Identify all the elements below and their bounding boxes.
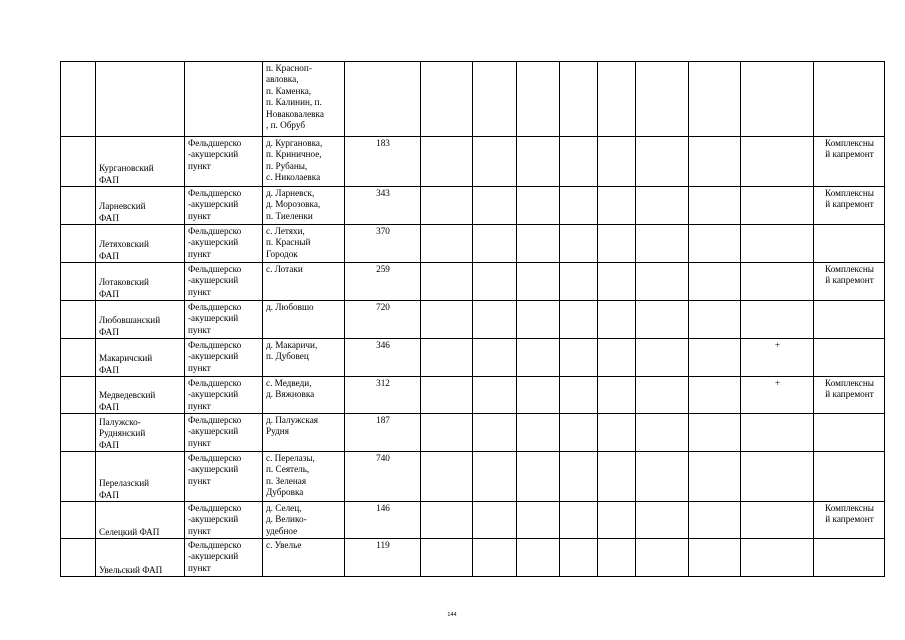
empty-cell	[517, 539, 560, 577]
population-cell	[345, 414, 421, 452]
empty-cell	[636, 377, 689, 414]
empty-cell	[560, 452, 598, 502]
table-row	[61, 377, 885, 414]
table-row	[61, 502, 885, 539]
empty-cell	[421, 137, 473, 187]
population-cell-text: 119	[376, 540, 390, 550]
empty-cell	[473, 187, 517, 225]
empty-cell	[473, 539, 517, 577]
settlements-cell-text: с. Увелье	[266, 540, 302, 550]
empty-cell	[61, 414, 96, 452]
empty-cell	[560, 62, 598, 137]
mark-cell	[741, 452, 814, 502]
facility-type-cell	[185, 225, 263, 263]
settlements-cell	[263, 263, 345, 301]
population-cell	[345, 339, 421, 377]
facility-type-cell	[185, 452, 263, 502]
facility-type-cell	[185, 377, 263, 414]
empty-cell	[421, 62, 473, 137]
empty-cell	[421, 301, 473, 339]
settlements-cell	[263, 301, 345, 339]
facility-type-cell	[185, 502, 263, 539]
empty-cell	[473, 301, 517, 339]
settlements-cell	[263, 452, 345, 502]
mark-cell-text: +	[774, 340, 781, 350]
empty-cell	[636, 502, 689, 539]
table-row	[61, 263, 885, 301]
empty-cell	[421, 502, 473, 539]
empty-cell	[473, 502, 517, 539]
facility-name-cell	[96, 301, 185, 339]
empty-cell	[689, 62, 741, 137]
repair-type-cell	[814, 414, 885, 452]
settlements-cell-text: д. Селец, д. Велико- удебное	[266, 503, 307, 536]
repair-type-cell	[814, 452, 885, 502]
facility-name-cell-text: Палужско- Руднянский ФАП	[99, 416, 146, 450]
mark-cell	[741, 502, 814, 539]
facility-type-cell-text: Фельдшерско -акушерский пункт	[188, 188, 242, 221]
table-row	[61, 301, 885, 339]
facility-name-cell-text: Медведевский ФАП	[99, 390, 156, 412]
settlements-cell	[263, 225, 345, 263]
empty-cell	[636, 137, 689, 187]
mark-cell	[741, 62, 814, 137]
settlements-cell-text: с. Медведи, д. Вяжновка	[266, 378, 315, 400]
mark-cell	[741, 339, 814, 377]
settlements-cell-text: с. Летяхи, п. Красный Городок	[266, 226, 311, 259]
empty-cell	[517, 225, 560, 263]
population-cell	[345, 187, 421, 225]
repair-type-cell	[814, 377, 885, 414]
settlements-cell	[263, 502, 345, 539]
repair-type-cell-text: Комплексны й капремонт	[825, 264, 874, 286]
population-cell-text: 346	[376, 340, 390, 350]
page-number: 144	[447, 612, 457, 618]
settlements-cell-text: д. Кургановка, п. Криничное, п. Рубаны, с. Николаевка	[266, 138, 323, 183]
empty-cell	[517, 502, 560, 539]
settlements-cell-text: д. Палужская Рудня	[266, 415, 319, 437]
empty-cell	[636, 62, 689, 137]
facility-name-cell	[96, 137, 185, 187]
facility-type-cell	[185, 62, 263, 137]
empty-cell	[421, 539, 473, 577]
empty-cell	[560, 137, 598, 187]
empty-cell	[598, 301, 636, 339]
mark-cell	[741, 377, 814, 414]
mark-cell	[741, 225, 814, 263]
table-row	[61, 539, 885, 577]
facility-name-cell	[96, 502, 185, 539]
mark-cell	[741, 137, 814, 187]
mark-cell	[741, 263, 814, 301]
population-cell-text: 259	[376, 264, 390, 274]
empty-cell	[517, 452, 560, 502]
empty-cell	[473, 62, 517, 137]
empty-cell	[421, 339, 473, 377]
empty-cell	[689, 414, 741, 452]
empty-cell	[598, 452, 636, 502]
mark-cell	[741, 187, 814, 225]
empty-cell	[689, 187, 741, 225]
population-cell	[345, 452, 421, 502]
facility-name-cell-text: Увельский ФАП	[99, 564, 163, 575]
empty-cell	[598, 377, 636, 414]
population-cell-text: 720	[376, 302, 390, 312]
settlements-cell-text: д. Любовшо	[266, 302, 314, 312]
empty-cell	[421, 452, 473, 502]
empty-cell	[689, 339, 741, 377]
empty-cell	[636, 263, 689, 301]
empty-cell	[517, 137, 560, 187]
population-cell-text: 146	[376, 503, 390, 513]
facility-name-cell-text: Любовшанский ФАП	[99, 315, 161, 337]
repair-type-cell	[814, 225, 885, 263]
facility-type-cell-text: Фельдшерско -акушерский пункт	[188, 378, 242, 411]
population-cell	[345, 539, 421, 577]
empty-cell	[473, 452, 517, 502]
table-row	[61, 62, 885, 137]
table-row	[61, 225, 885, 263]
table-row	[61, 414, 885, 452]
repair-type-cell-text: Комплексны й капремонт	[825, 138, 874, 160]
empty-cell	[473, 414, 517, 452]
empty-cell	[421, 225, 473, 263]
empty-cell	[517, 62, 560, 137]
population-cell-text: 740	[376, 453, 390, 463]
empty-cell	[473, 225, 517, 263]
facility-type-cell	[185, 187, 263, 225]
repair-type-cell	[814, 301, 885, 339]
empty-cell	[61, 339, 96, 377]
empty-cell	[61, 539, 96, 577]
facility-type-cell-text: Фельдшерско -акушерский пункт	[188, 264, 242, 297]
facility-type-cell	[185, 263, 263, 301]
repair-type-cell	[814, 539, 885, 577]
empty-cell	[61, 187, 96, 225]
table-row	[61, 137, 885, 187]
population-cell	[345, 225, 421, 263]
empty-cell	[560, 539, 598, 577]
facility-name-cell	[96, 225, 185, 263]
empty-cell	[421, 414, 473, 452]
empty-cell	[598, 539, 636, 577]
empty-cell	[560, 301, 598, 339]
facility-type-cell-text: Фельдшерско -акушерский пункт	[188, 503, 242, 536]
population-cell	[345, 377, 421, 414]
empty-cell	[689, 301, 741, 339]
empty-cell	[689, 539, 741, 577]
facility-name-cell-text: Макаричский ФАП	[99, 353, 153, 375]
empty-cell	[636, 414, 689, 452]
empty-cell	[61, 137, 96, 187]
empty-cell	[598, 225, 636, 263]
mark-cell	[741, 301, 814, 339]
table-row	[61, 339, 885, 377]
settlements-cell	[263, 187, 345, 225]
empty-cell	[560, 187, 598, 225]
facility-name-cell	[96, 339, 185, 377]
facility-name-cell	[96, 187, 185, 225]
empty-cell	[636, 452, 689, 502]
facility-name-cell	[96, 62, 185, 137]
mark-cell	[741, 539, 814, 577]
facility-type-cell-text: Фельдшерско -акушерский пункт	[188, 540, 242, 573]
population-cell	[345, 62, 421, 137]
empty-cell	[560, 225, 598, 263]
settlements-cell	[263, 539, 345, 577]
empty-cell	[517, 414, 560, 452]
mark-cell	[741, 414, 814, 452]
facility-type-cell	[185, 539, 263, 577]
empty-cell	[473, 339, 517, 377]
settlements-cell-text: с. Перелазы, п. Сеятель, п. Зеленая Дубровка	[266, 453, 315, 498]
repair-type-cell	[814, 62, 885, 137]
empty-cell	[689, 377, 741, 414]
settlements-cell	[263, 339, 345, 377]
population-cell-text: 312	[376, 378, 390, 388]
repair-type-cell	[814, 137, 885, 187]
empty-cell	[421, 263, 473, 301]
empty-cell	[636, 539, 689, 577]
empty-cell	[61, 377, 96, 414]
population-cell	[345, 301, 421, 339]
empty-cell	[689, 452, 741, 502]
population-cell	[345, 137, 421, 187]
settlements-cell	[263, 377, 345, 414]
facility-type-cell-text: Фельдшерско -акушерский пункт	[188, 453, 242, 486]
facility-name-cell-text: Лотаковский ФАП	[99, 277, 149, 299]
facility-name-cell	[96, 263, 185, 301]
empty-cell	[473, 263, 517, 301]
settlements-cell	[263, 414, 345, 452]
population-cell-text: 183	[376, 138, 390, 148]
table-row	[61, 187, 885, 225]
settlements-cell-text: п. Красноп- авловка, п. Каменка, п. Калинин, п. Новаковалевка , п. Обруб	[266, 63, 324, 131]
empty-cell	[61, 225, 96, 263]
facility-type-cell	[185, 339, 263, 377]
facility-name-cell-text: Перелазский ФАП	[99, 478, 150, 500]
empty-cell	[61, 452, 96, 502]
empty-cell	[689, 225, 741, 263]
table-row	[61, 452, 885, 502]
empty-cell	[598, 187, 636, 225]
mark-cell-text: +	[774, 378, 781, 388]
population-cell-text: 187	[376, 415, 390, 425]
empty-cell	[636, 187, 689, 225]
facility-name-cell	[96, 539, 185, 577]
facility-type-cell	[185, 414, 263, 452]
facility-type-cell-text: Фельдшерско -акушерский пункт	[188, 340, 242, 373]
repair-type-cell-text: Комплексны й капремонт	[825, 188, 874, 210]
empty-cell	[689, 137, 741, 187]
empty-cell	[473, 137, 517, 187]
empty-cell	[517, 339, 560, 377]
population-cell	[345, 502, 421, 539]
facility-type-cell-text: Фельдшерско -акушерский пункт	[188, 415, 242, 448]
repair-type-cell	[814, 502, 885, 539]
population-cell-text: 370	[376, 226, 390, 236]
empty-cell	[61, 62, 96, 137]
facility-type-cell-text: Фельдшерско -акушерский пункт	[188, 226, 242, 259]
empty-cell	[517, 301, 560, 339]
empty-cell	[517, 187, 560, 225]
empty-cell	[421, 377, 473, 414]
table-body	[61, 62, 885, 577]
facility-name-cell	[96, 414, 185, 452]
facility-name-cell-text: Ларневский ФАП	[99, 201, 146, 223]
empty-cell	[598, 263, 636, 301]
empty-cell	[598, 414, 636, 452]
repair-type-cell-text: Комплексны й капремонт	[825, 378, 874, 400]
empty-cell	[61, 301, 96, 339]
settlements-cell-text: д. Макаричи, п. Дубовец	[266, 340, 318, 362]
settlements-cell	[263, 137, 345, 187]
empty-cell	[636, 339, 689, 377]
settlements-cell-text: д. Ларневск, д. Морозовка, п. Тиеленки	[266, 188, 321, 221]
empty-cell	[61, 263, 96, 301]
empty-cell	[421, 187, 473, 225]
empty-cell	[689, 263, 741, 301]
empty-cell	[689, 502, 741, 539]
empty-cell	[560, 414, 598, 452]
facility-type-cell-text: Фельдшерско -акушерский пункт	[188, 302, 242, 335]
population-cell-text: 343	[376, 188, 390, 198]
facility-type-cell	[185, 137, 263, 187]
empty-cell	[560, 502, 598, 539]
empty-cell	[598, 137, 636, 187]
facility-name-cell	[96, 452, 185, 502]
facility-name-cell-text: Летяховский ФАП	[99, 239, 149, 261]
settlements-cell-text: с. Лотаки	[266, 264, 303, 274]
empty-cell	[598, 502, 636, 539]
settlements-cell	[263, 62, 345, 137]
empty-cell	[560, 339, 598, 377]
population-cell	[345, 263, 421, 301]
repair-type-cell	[814, 187, 885, 225]
repair-type-cell	[814, 339, 885, 377]
empty-cell	[517, 377, 560, 414]
repair-type-cell-text: Комплексны й капремонт	[825, 503, 874, 525]
empty-cell	[636, 225, 689, 263]
facility-type-cell	[185, 301, 263, 339]
empty-cell	[61, 502, 96, 539]
facilities-table	[60, 61, 885, 577]
empty-cell	[636, 301, 689, 339]
facility-name-cell	[96, 377, 185, 414]
empty-cell	[598, 339, 636, 377]
empty-cell	[473, 377, 517, 414]
empty-cell	[560, 377, 598, 414]
facility-name-cell-text: Кургановский ФАП	[99, 163, 154, 185]
repair-type-cell	[814, 263, 885, 301]
empty-cell	[560, 263, 598, 301]
empty-cell	[517, 263, 560, 301]
facility-name-cell-text: Селецкий ФАП	[99, 526, 160, 537]
facility-type-cell-text: Фельдшерско -акушерский пункт	[188, 138, 242, 171]
empty-cell	[598, 62, 636, 137]
